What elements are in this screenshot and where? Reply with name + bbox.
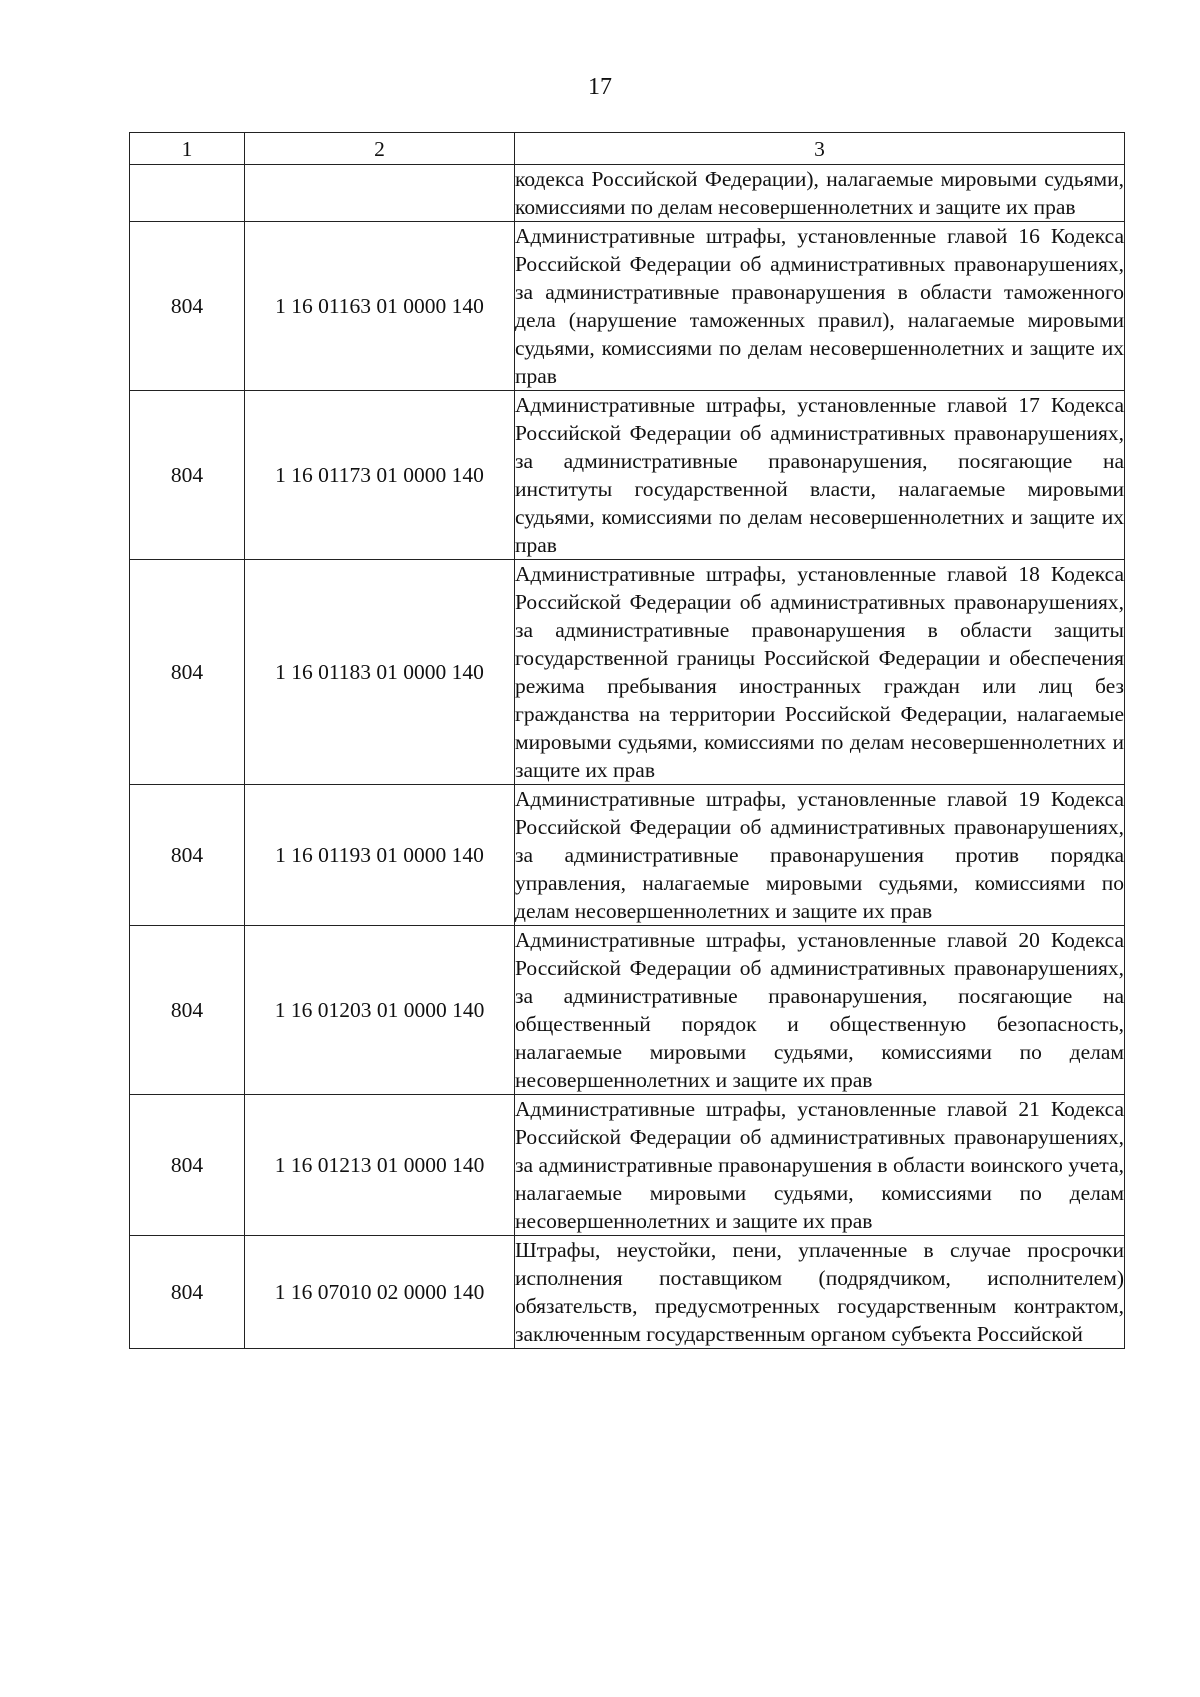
admin-code-cell: 804 — [130, 222, 245, 391]
description-cell: Административные штрафы, установленные главой 16 Кодекса Российской Федерации об административных правонарушениях, за административные правонарушения в области таможенного дела (нарушение таможенных правил), налагаемые мировыми судьями, комиссиями по делам несовершеннолетних и защите их прав — [515, 222, 1125, 391]
admin-code-cell: 804 — [130, 1236, 245, 1349]
admin-code-cell: 804 — [130, 926, 245, 1095]
revenue-code-cell: 1 16 01203 01 0000 140 — [245, 926, 515, 1095]
table-header-row — [130, 133, 1125, 165]
revenue-code-cell: 1 16 07010 02 0000 140 — [245, 1236, 515, 1349]
table-row — [130, 1236, 1125, 1349]
description-cell: Административные штрафы, установленные главой 21 Кодекса Российской Федерации об административных правонарушениях, за административные правонарушения в области воинского учета, налагаемые мировыми судьями, комиссиями по делам несовершеннолетних и защите их прав — [515, 1095, 1125, 1236]
budget-codes-table — [129, 132, 1125, 1349]
admin-code-cell: 804 — [130, 391, 245, 560]
admin-code-cell: 804 — [130, 560, 245, 785]
admin-code-cell: 804 — [130, 785, 245, 926]
page-number: 17 — [588, 74, 612, 100]
revenue-code-cell: 1 16 01213 01 0000 140 — [245, 1095, 515, 1236]
revenue-code-cell: 1 16 01183 01 0000 140 — [245, 560, 515, 785]
description-cell: кодекса Российской Федерации), налагаемые мировыми судьями, комиссиями по делам несовершеннолетних и защите их прав — [515, 165, 1125, 222]
column-header-2: 2 — [245, 133, 515, 165]
table-row — [130, 391, 1125, 560]
admin-code-cell: 804 — [130, 1095, 245, 1236]
table-row — [130, 560, 1125, 785]
revenue-code-cell — [245, 165, 515, 222]
revenue-code-cell: 1 16 01173 01 0000 140 — [245, 391, 515, 560]
description-cell: Административные штрафы, установленные главой 18 Кодекса Российской Федерации об административных правонарушениях, за административные правонарушения в области защиты государственной границы Российской Федерации и обеспечения режима пребывания иностранных граждан или лиц без гражданства на территории Российской Федерации, налагаемые мировыми судьями, комиссиями по делам несовершеннолетних и защите их прав — [515, 560, 1125, 785]
revenue-code-cell: 1 16 01163 01 0000 140 — [245, 222, 515, 391]
column-header-3: 3 — [515, 133, 1125, 165]
table-row — [130, 165, 1125, 222]
admin-code-cell — [130, 165, 245, 222]
description-cell: Административные штрафы, установленные главой 17 Кодекса Российской Федерации об административных правонарушениях, за административные правонарушения, посягающие на институты государственной власти, налагаемые мировыми судьями, комиссиями по делам несовершеннолетних и защите их прав — [515, 391, 1125, 560]
column-header-1: 1 — [130, 133, 245, 165]
table-row — [130, 222, 1125, 391]
description-cell: Штрафы, неустойки, пени, уплаченные в случае просрочки исполнения поставщиком (подрядчиком, исполнителем) обязательств, предусмотренных государственным контрактом, заключенным государственным органом субъекта Российской — [515, 1236, 1125, 1349]
description-cell: Административные штрафы, установленные главой 20 Кодекса Российской Федерации об административных правонарушениях, за административные правонарушения, посягающие на общественный порядок и общественную безопасность, налагаемые мировыми судьями, комиссиями по делам несовершеннолетних и защите их прав — [515, 926, 1125, 1095]
description-cell: Административные штрафы, установленные главой 19 Кодекса Российской Федерации об административных правонарушениях, за административные правонарушения против порядка управления, налагаемые мировыми судьями, комиссиями по делам несовершеннолетних и защите их прав — [515, 785, 1125, 926]
table-row — [130, 785, 1125, 926]
table-row — [130, 926, 1125, 1095]
revenue-code-cell: 1 16 01193 01 0000 140 — [245, 785, 515, 926]
table-row — [130, 1095, 1125, 1236]
